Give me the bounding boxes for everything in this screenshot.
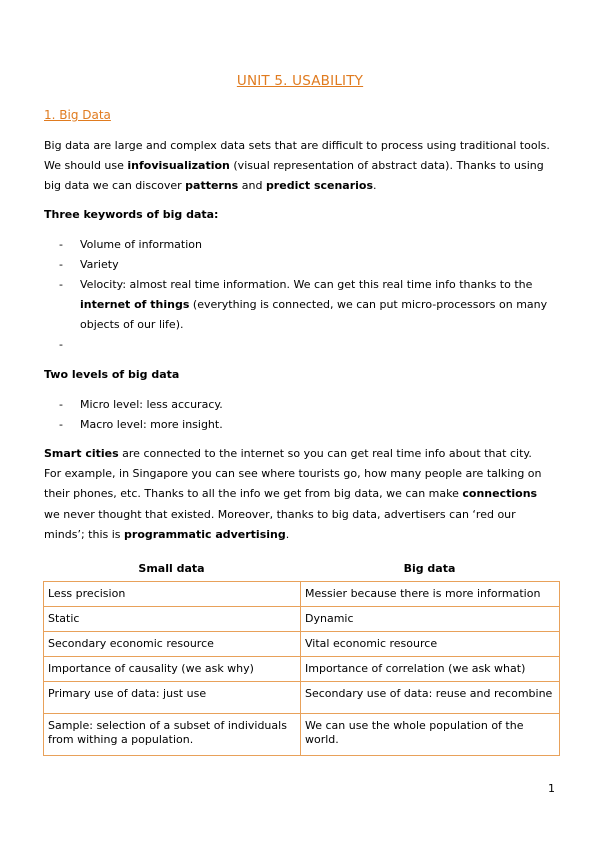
table-row — [44, 607, 560, 632]
section-heading-big-data: 1. Big Data — [44, 108, 111, 122]
list-item-text: Micro level: less accuracy. — [80, 398, 223, 411]
column-header-small-data: Small data — [138, 562, 205, 575]
list-item-text: Macro level: more insight. — [80, 418, 223, 431]
list-item-text: Variety — [80, 258, 119, 271]
intro-line-1: Big data are large and complex data sets that are difficult to process using traditional tools. — [44, 139, 550, 152]
bullet-dash: - — [59, 238, 63, 251]
term-patterns: patterns — [185, 179, 239, 193]
list-item-text: Volume of information — [80, 238, 202, 251]
table-row — [44, 632, 560, 657]
table-cell: Vital economic resource — [301, 632, 560, 657]
smart-cities-paragraph: Smart cities are connected to the internet so you can get real time info about that city. For example, in Singapore you can see where tourists go, how many people are talking on their phones, etc. Thanks to all the info we get from big data, we can make connections we never thought that existed. Moreover, thanks to big data, advertisers can ‘red our minds’; this is programmatic advertising. — [44, 447, 542, 541]
table-cell: Secondary use of data: reuse and recombine — [301, 682, 560, 714]
table-cell: Secondary economic resource — [44, 632, 301, 657]
keywords-heading: Three keywords of big data: — [44, 208, 219, 221]
table-row — [44, 657, 560, 682]
column-header-big-data: Big data — [403, 562, 456, 575]
term-connections: connections — [462, 487, 538, 501]
comparison-table — [43, 581, 560, 756]
bullet-dash: - — [59, 278, 63, 291]
levels-heading: Two levels of big data — [44, 368, 180, 381]
bullet-dash: - — [59, 338, 63, 351]
bullet-dash: - — [59, 258, 63, 271]
table-row — [44, 582, 560, 607]
table-cell: Less precision — [44, 582, 301, 607]
page-title: UNIT 5. USABILITY — [236, 73, 364, 89]
term-predict-scenarios: predict scenarios — [265, 179, 374, 193]
table-cell: Messier because there is more information — [301, 582, 560, 607]
term-internet-of-things: internet of things — [80, 298, 190, 312]
table-cell: We can use the whole population of the world. — [301, 714, 560, 756]
table-cell: Primary use of data: just use — [44, 682, 301, 714]
intro-line-3: big data we can discover patterns and predict scenarios. — [44, 179, 377, 193]
table-cell: Importance of causality (we ask why) — [44, 657, 301, 682]
term-smart-cities: Smart cities — [44, 447, 119, 460]
term-programmatic-advertising: programmatic advertising — [124, 527, 286, 541]
table-row — [44, 682, 560, 714]
term-infovisualization: infovisualization — [127, 159, 230, 173]
table-cell: Sample: selection of a subset of individuals from withing a population. — [44, 714, 301, 756]
bullet-dash: - — [59, 418, 63, 431]
table-row — [44, 714, 560, 756]
table-cell: Static — [44, 607, 301, 632]
intro-line-2: We should use infovisualization (visual representation of abstract data). Thanks to using — [44, 159, 544, 173]
table-cell: Dynamic — [301, 607, 560, 632]
intro-paragraph — [44, 136, 557, 197]
bullet-dash: - — [59, 398, 63, 411]
list-item-text: Velocity: almost real time information. We can get this real time info thanks to the internet of things (everything is connected, we can put micro-processors on many objects of our life). — [80, 278, 548, 332]
page-number: 1 — [548, 782, 555, 795]
table-cell: Importance of correlation (we ask what) — [301, 657, 560, 682]
